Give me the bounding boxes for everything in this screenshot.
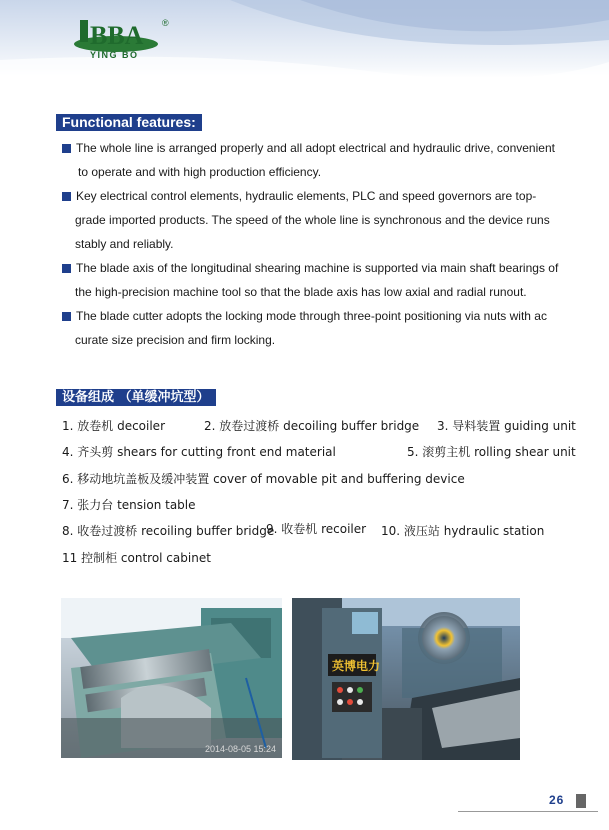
feature-text: curate size precision and firm locking. [75,333,276,347]
photo-recoiler-line [292,598,520,760]
feature-text: The blade cutter adopts the locking mode through three-point positioning via nuts with ac [76,309,547,323]
feature-text: Key electrical control elements, hydraulic elements, PLC and speed governors are top- [76,189,537,203]
feature-text: the high-precision machine tool so that the blade axis has low axial and radial runout. [75,285,527,299]
component-item: 4. 齐头剪 shears for cutting front end material [62,445,336,459]
feature-text: The whole line is arranged properly and all adopt electrical and hydraulic drive, convenient [76,141,555,155]
bullet-square-icon [62,312,71,321]
component-item: 5. 滚剪主机 rolling shear unit [407,445,576,459]
page-number: 26 [549,793,565,807]
component-item: 7. 张力台 tension table [62,498,196,512]
feature-item [60,304,580,352]
feature-item [60,184,580,256]
logo-mark-icon [72,14,182,54]
component-item: 3. 导料装置 guiding unit [437,419,576,433]
feature-item [60,136,580,184]
photo-timestamp: 2014-08-05 15:24 [204,744,276,754]
footer-divider [458,811,598,812]
feature-text: to operate and with high production efficiency. [78,165,322,179]
bullet-square-icon [62,192,71,201]
bullet-square-icon [62,264,71,273]
component-item: 11 控制柜 control cabinet [62,551,211,565]
company-logo [72,14,182,64]
functional-features-heading: Functional features: [56,114,202,131]
components-heading: 设备组成 （单缓冲坑型） [56,389,216,406]
component-item: 10. 液压站 hydraulic station [381,524,545,538]
feature-text: stably and reliably. [75,237,174,251]
machine-illustration [61,598,282,758]
logo-registered-mark: ® [162,18,169,28]
photo-shearing-machine [61,598,282,758]
logo-subtitle: YING BO [90,50,139,60]
factory-illustration [292,598,520,760]
bullet-square-icon [62,144,71,153]
feature-text: The blade axis of the longitudinal shearing machine is supported via main shaft bearings of [76,261,559,275]
machine-sign-text: 英博电力 [332,659,381,673]
feature-text: grade imported products. The speed of the whole line is synchronous and the device runs [75,213,550,227]
component-item: 1. 放卷机 decoiler [62,419,166,433]
component-item: 6. 移动地坑盖板及缓冲装置 cover of movable pit and buffering device [62,472,465,486]
header-band [0,0,609,78]
component-item: 8. 收卷过渡桥 recoiling buffer bridge [62,524,275,538]
page-marker-block [576,794,586,808]
component-item: 9. 收卷机 recoiler [266,522,367,536]
logo-text: BBA [90,21,144,50]
component-item: 2. 放卷过渡桥 decoiling buffer bridge [204,419,420,433]
features-list [60,136,580,352]
feature-item [60,256,580,304]
